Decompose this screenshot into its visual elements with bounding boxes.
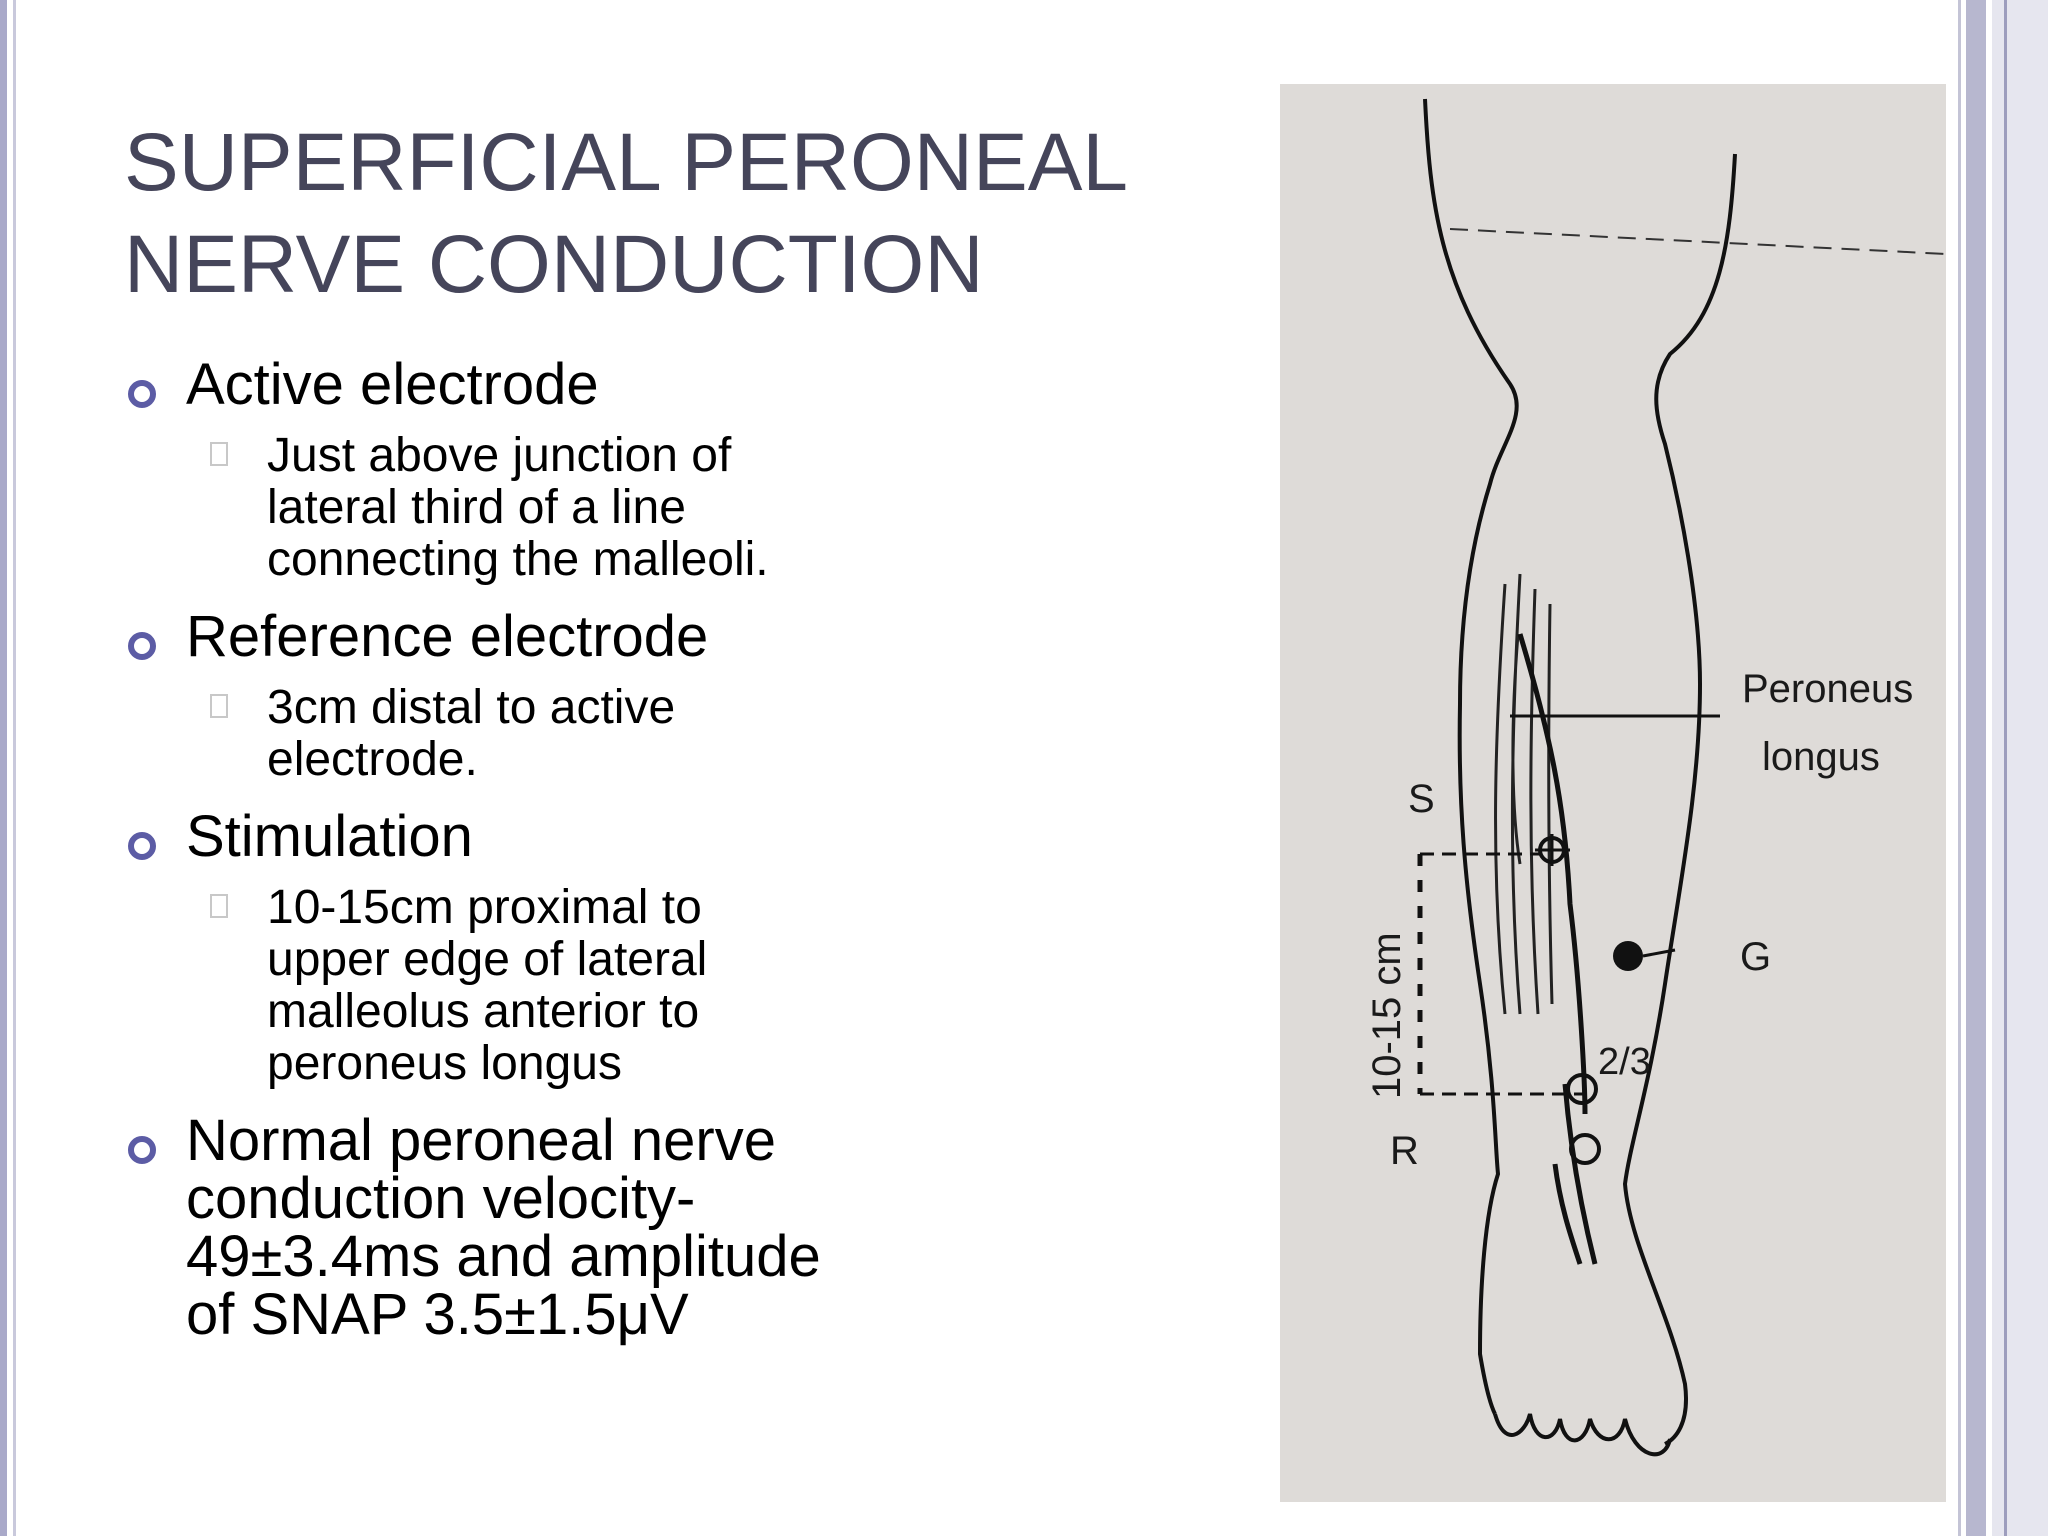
slide-title-line-2: NERVE CONDUCTION [124, 219, 984, 310]
bullet-ring-icon [128, 632, 156, 660]
sub-bullet-box-icon [210, 442, 228, 466]
sub-bullet-line: 3cm distal to active [267, 681, 676, 734]
frame-right-b [1966, 0, 1986, 1536]
label-peroneus: Peroneus [1742, 667, 1914, 711]
bullet-ring-icon [128, 380, 156, 408]
frame-left-inner [13, 0, 16, 1536]
leg-electrode-diagram [1280, 84, 1946, 1502]
slide-title-line-1: SUPERFICIAL PERONEAL [124, 117, 1129, 208]
bullet-heading: Active electrode [186, 352, 599, 417]
label-r: R [1390, 1129, 1419, 1173]
ground-electrode [1613, 941, 1643, 971]
sub-bullet-reference-electrode [124, 682, 1174, 786]
bullet-line: conduction velocity- [186, 1166, 696, 1231]
toes [1495, 1414, 1670, 1454]
frame-right-d [2004, 0, 2007, 1536]
label-longus: longus [1762, 735, 1880, 779]
knee-dashed-line [1450, 229, 1946, 254]
sub-bullet-active-electrode [124, 430, 1174, 586]
sub-bullet-line: Just above junction of [267, 429, 732, 482]
label-g: G [1740, 935, 1772, 979]
sub-bullet-line: 10-15cm proximal to [267, 881, 702, 934]
sub-bullet-line: peroneus longus [267, 1037, 622, 1090]
bullet-ring-icon [128, 832, 156, 860]
bullet-heading: Reference electrode [186, 604, 709, 669]
sub-bullet-box-icon [210, 694, 228, 718]
sub-bullet-line: lateral third of a line [267, 481, 686, 534]
sub-bullet-box-icon [210, 894, 228, 918]
frame-right-c [1992, 0, 2048, 1536]
frame-right-a [1958, 0, 1961, 1536]
slide-title [124, 112, 1224, 316]
bullet-reference-electrode [124, 604, 1174, 669]
bullet-line: of SNAP 3.5±1.5μV [186, 1282, 689, 1347]
bullet-line: Normal peroneal nerve [186, 1108, 776, 1173]
leg-diagram-svg [1280, 84, 1946, 1502]
leg-outline-right [1625, 154, 1735, 1444]
frame-left-outer [0, 0, 7, 1536]
label-distance: 10-15 cm [1365, 932, 1409, 1099]
bullet-stimulation [124, 804, 1174, 869]
bullet-heading: Stimulation [186, 804, 473, 869]
label-fraction: 2/3 [1598, 1041, 1651, 1083]
reference-electrode [1571, 1135, 1599, 1163]
bullet-active-electrode [124, 352, 1174, 417]
bullet-ring-icon [128, 1136, 156, 1164]
leg-outline-left [1425, 99, 1517, 1414]
bullet-normal-values [124, 1108, 1174, 1347]
sub-bullet-stimulation [124, 882, 1174, 1090]
bullet-list [124, 352, 1174, 1347]
sub-bullet-line: upper edge of lateral [267, 933, 708, 986]
label-s: S [1408, 777, 1435, 821]
sub-bullet-line: electrode. [267, 733, 478, 786]
sub-bullet-line: connecting the malleoli. [267, 533, 769, 586]
bullet-line: 49±3.4ms and amplitude [186, 1224, 821, 1289]
sub-bullet-line: malleolus anterior to [267, 985, 700, 1038]
